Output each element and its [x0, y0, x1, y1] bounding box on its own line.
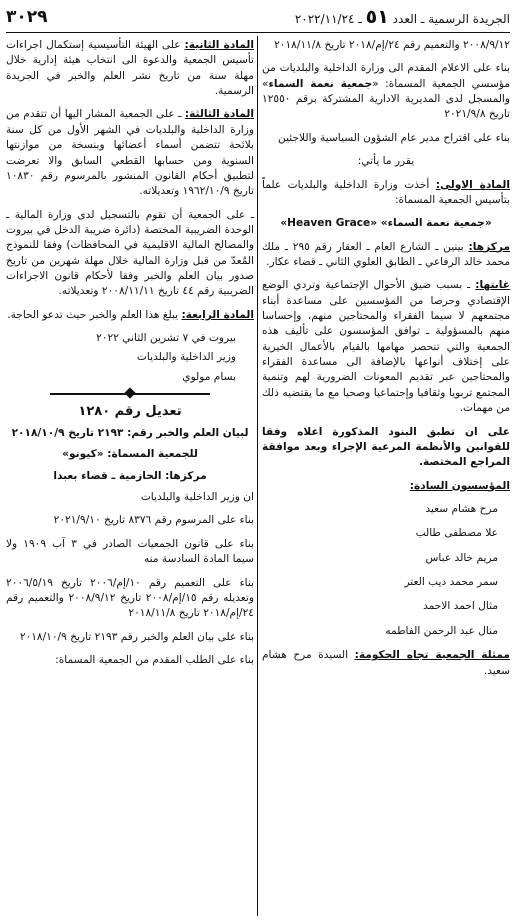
- amendment-headquarters: مركزها: الحازمية ـ قضاء بعبدا: [53, 469, 207, 482]
- amendment-reference: لبيان العلم والخبر رقم: ٢١٩٣ تاريخ ٢٠١٨/١٠/٩: [11, 427, 249, 440]
- article-3: المادة الثالثة: ـ على الجمعية المشار اليها أن تتقدم من وزارة الداخلية والبلديات في الشهر الأول من كل سنة بلائحة تتضمن أسماء أعضائها وبنسخة من موازنتها السنوية ومن حسابها القطعي السابق والا تعرضت لتطبيق أحكام القانون المنشور بالمرسوم رقم ١٠٨٣٠ تاريخ ١٩٦٢/١٠/٩ وتعديلاته.: [6, 108, 254, 198]
- conditions: على ان تطبق البنود المذكورة اعلاه وفقا للقوانين والأنظمة المرعية الإجراء وبعد موافقة المراجع المختصة.: [262, 425, 510, 469]
- decides-heading: يقرر ما يأتي:: [357, 155, 415, 168]
- page-number: ٣٠٢٩: [6, 7, 48, 27]
- proposal-paragraph: بناء على اقتراح مدير عام الشؤون السياسية واللاجئين: [278, 131, 510, 144]
- representative-label: ممثلة الجمعية تجاه الحكومة:: [354, 649, 510, 662]
- page-header: [6, 2, 510, 33]
- founder-item: مريم خالد عباس: [425, 551, 498, 564]
- amendment-association: للجمعية المسماة: «كيونو»: [62, 448, 198, 461]
- founders-title: المؤسسون السادة:: [409, 479, 510, 492]
- founder-item: علا مصطفى طالب: [415, 527, 498, 540]
- left-column: [6, 38, 254, 676]
- amendment-paragraph: بناء على قانون الجمعيات الصادر في ٣ آب ١٩٠٩ ولا سيما المادة السادسة منه: [6, 537, 255, 566]
- minister-name: بسام مولوي: [182, 370, 236, 383]
- minister-title: وزير الداخلية والبلديات: [136, 351, 236, 364]
- amendment-paragraph: بناء على المرسوم رقم ٨٣٧٦ تاريخ ٢٠٢١/٩/١٠: [53, 514, 254, 527]
- issue-number: ٥١: [365, 6, 389, 28]
- section-separator: [50, 393, 210, 395]
- article-1: المادة الاولى: أخذت وزارة الداخلية والبلديات علماً بتأسيس الجمعية المسماة:: [262, 178, 510, 206]
- amendment-paragraph: ان وزير الداخلية والبلديات: [140, 491, 254, 504]
- amendment-paragraph: بناء على بيان العلم والخبر رقم ٢١٩٣ تاريخ ٢٠١٨/١٠/٩: [19, 630, 254, 643]
- amendment-paragraph: بناء على التعميم رقم ١٠/إم/٢٠٠٦ تاريخ ٢٠٠٦/٥/١٩ وتعديله رقم ١٥/إم/٢٠٠٨ تاريخ ٢٠٠٨/٩/١٢ والتعميم رقم ٢٤/إم/٢٠١٨ تاريخ ٢٠١٨/١١/٨: [6, 576, 254, 620]
- issue-date: ـ ٢٠٢٢/١١/٢٤: [294, 12, 362, 26]
- article-2: المادة الثانية: على الهيئة التأسيسية إستكمال اجراءات تأسيس الجمعية والدعوة الى انتخاب هيئة إدارية خلال مهلة سنة من تاريخ نشر العلم والخبر في الجريدة الرسمية.: [6, 39, 254, 98]
- government-representative: ممثلة الجمعية تجاه الحكومة: السيدة مرح هشام سعيد.: [262, 649, 510, 677]
- amendment-paragraph: بناء على الطلب المقدم من الجمعية المسماة:: [55, 653, 254, 666]
- founder-item: مرح هشام سعيد: [425, 502, 498, 515]
- notice-paragraph: بناء على الاعلام المقدم الى وزارة الداخلية والبلديات من مؤسسي الجمعية المسماة: «جمعية نعمة السماء» والمسجل لدى المديرية الادارية المشتركة برقم ١٢٥٥٠ تاريخ ٢٠٢١/٩/٨: [262, 62, 510, 121]
- founders-list: [262, 502, 510, 639]
- article-3-label: المادة الثالثة:: [184, 108, 254, 121]
- article-4-label: المادة الرابعة:: [181, 308, 254, 321]
- amendment-title: تعديل رقم ١٢٨٠: [78, 404, 182, 420]
- article-4: المادة الرابعة: يبلغ هذا العلم والخبر حيث تدعو الحاجة.: [7, 308, 254, 321]
- journal-name: الجريدة الرسمية ـ العدد: [392, 12, 510, 26]
- article-3-tax: ـ على الجمعية أن تقوم بالتسجيل لدى وزارة المالية ـ الوحدة الضريبية المختصة (دائرة ضريبة الدخل في بيروت والمصالح المالية الاقليمية في المحافظات) وفقا للنموذج المُعدّ من قبل وزارة المالية خلال مهلة شهرين من تاريخ صدور بيان العلم والخبر وفقا لأحكام قانون الاجراءات الضريبية رقم ٤٤ تاريخ ٢٠٠٨/١١/١١ وتعديلاته.: [6, 208, 254, 298]
- header-journal-info: [295, 6, 510, 28]
- goals-label: غايتها:: [475, 279, 510, 292]
- right-column: [262, 38, 510, 687]
- founder-item: سمر محمد ديب العتر: [404, 576, 498, 589]
- association-name-inline: جمعية نعمة السماء: [268, 77, 373, 90]
- goals: غايتها: ـ بسبب ضيق الأحوال الإجتماعية وتردي الوضع الإقتصادي وحرصا من المؤسسين على مساعدة أبناء مجتمعهم لا سيما الفقراء والمحتاجين منهم، وإحساسا منهم بالمسؤولية ـ توافق المؤسسون على تأليف هذه الجمعية والتي تنحصر مهامها بالقيام بالأعمال الخيرية على إختلاف أنواعها بالإضافة الى مساعدة الفقراء والمحتاجين عبر تقديم المعونات الضرورية لهم وتنمية المجتمع تربويا وثقافيا وإجتماعيا وصحيا مع ما يقتضيه ذلك من مهمات.: [262, 279, 510, 415]
- founder-item: منال عبد الرحمن الفاطمه: [385, 624, 498, 637]
- article-2-label: المادة الثانية:: [184, 39, 254, 51]
- association-name: «جمعية نعمة السماء» «Heaven Grace»: [280, 217, 492, 230]
- headquarters: مركزها: بينين ـ الشارع العام ـ العقار رقم ٢٩٥ ـ ملك محمد خالد الرفاعي ـ الطابق العلوي الثاني ـ قضاء عكار.: [262, 240, 511, 268]
- headquarters-label: مركزها:: [468, 240, 511, 253]
- article-1-label: المادة الاولى:: [435, 178, 510, 191]
- column-divider: [257, 36, 258, 916]
- founder-item: مثال احمد الاحمد: [423, 600, 498, 613]
- reference-paragraph: ٢٠٠٨/٩/١٢ والتعميم رقم ٢٤/إم/٢٠١٨ تاريخ ٢٠١٨/١١/٨: [274, 39, 510, 51]
- place-date: بيروت في ٧ تشرين الثاني ٢٠٢٢: [96, 332, 236, 345]
